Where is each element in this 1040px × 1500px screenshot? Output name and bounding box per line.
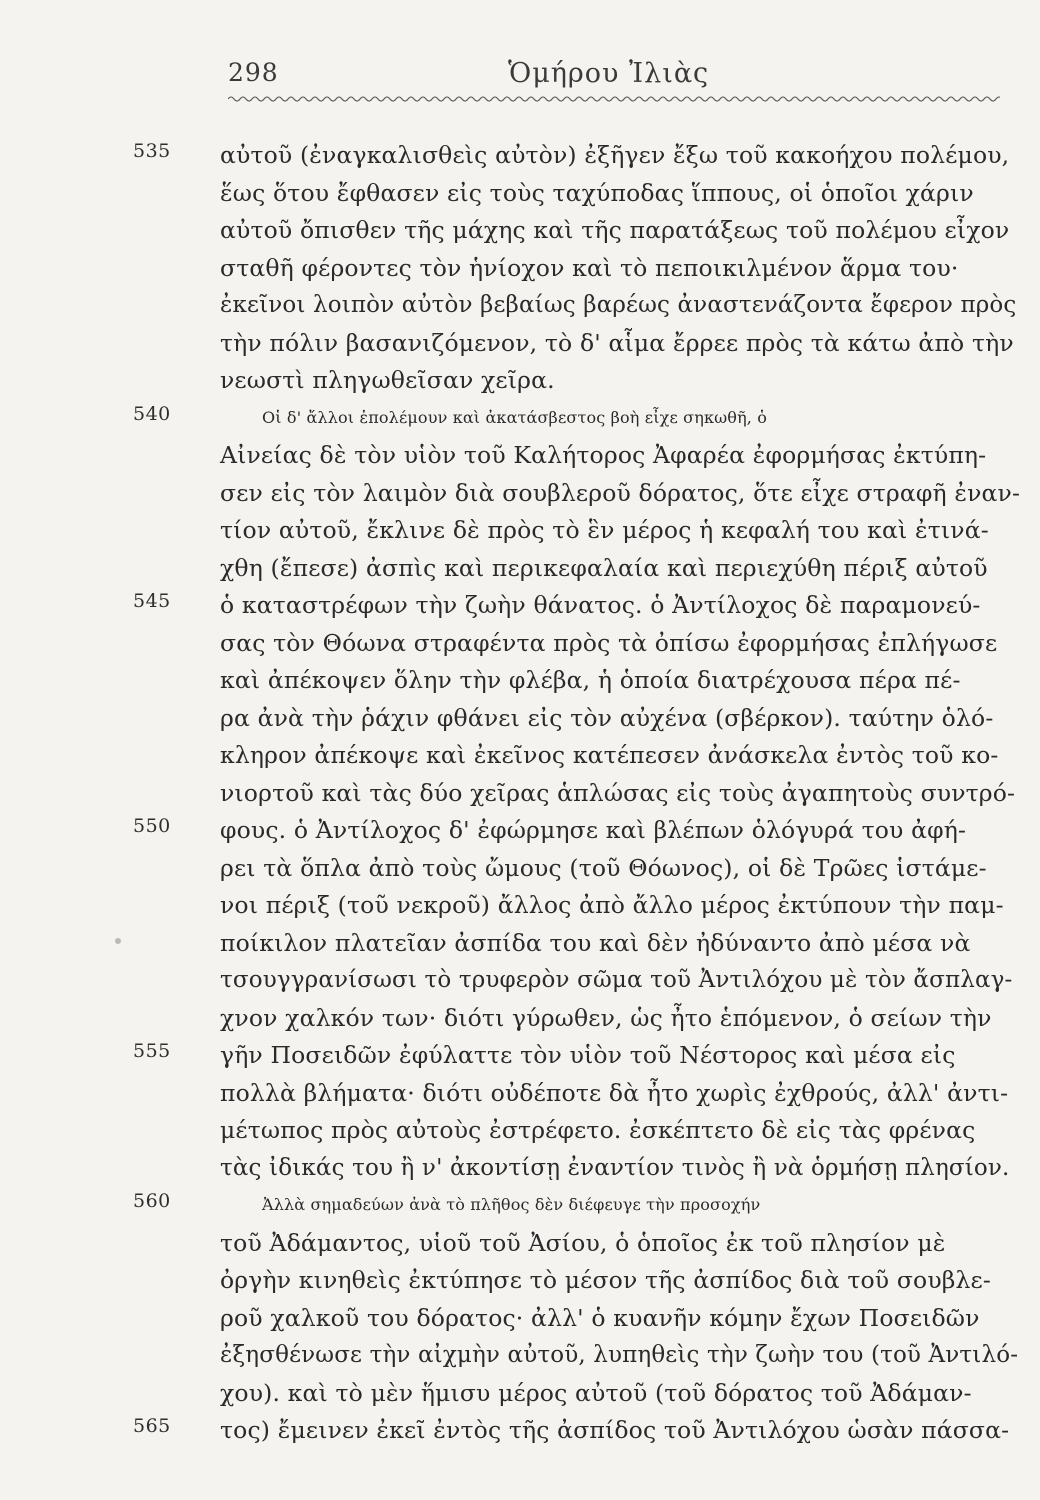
line-text: τσουγγρανίσωσι τὸ τρυφερὸν σῶμα τοῦ Ἀντιλόχου μὲ τὸν ἄσπλαγ-: [220, 967, 1013, 993]
text-line: [0, 1113, 1040, 1151]
text-line: [0, 476, 1040, 514]
text-line: [0, 326, 1040, 364]
text-line: [0, 813, 1040, 851]
line-text: νιορτοῦ καὶ τὰς δύο χεῖρας ἁπλώσας εἰς τοὺς ἀγαπητοὺς συντρό-: [220, 778, 1016, 807]
text-line: [0, 251, 1040, 289]
text-line: [0, 513, 1040, 551]
line-text: ὀργὴν κινηθεὶς ἐκτύπησε τὸ μέσον τῆς ἀσπίδος διὰ τοῦ σουβλε-: [220, 1266, 991, 1294]
ink-speck: [115, 938, 121, 944]
line-text: αὐτοῦ ὄπισθεν τῆς μάχης καὶ τῆς παρατάξεως τοῦ πολέμου εἶχον: [220, 216, 1010, 244]
line-text: Οἱ δ' ἄλλοι ἐπολέμουν καὶ ἀκατάσβεστος βοὴ εἶχε σηκωθῆ, ὁ: [262, 407, 768, 427]
line-text: Αἰνείας δὲ τὸν υἱὸν τοῦ Καλήτορος Ἀφαρέα ἐφορμήσας ἐκτύπη-: [220, 441, 987, 469]
page-header: [228, 58, 998, 98]
text-line: [0, 288, 1040, 326]
text-line: [0, 888, 1040, 926]
text-line: [0, 213, 1040, 251]
text-line: [0, 1226, 1040, 1264]
text-line: [0, 1001, 1040, 1039]
text-line: [0, 438, 1040, 476]
line-text: τὰς ἰδικάς του ἢ ν' ἀκοντίσῃ ἐναντίον τινὸς ἢ νὰ ὁρμήσῃ πλησίον.: [220, 1154, 1010, 1181]
text-line: [0, 738, 1040, 776]
line-text: σταθῆ φέροντες τὸν ἡνίοχον καὶ τὸ πεποικιλμένον ἅρμα του·: [220, 253, 959, 282]
line-text: σας τὸν Θόωνα στραφέντα πρὸς τὰ ὀπίσω ἐφορμήσας ἐπλήγωσε: [220, 628, 998, 657]
verse-line-number: 555: [133, 1040, 171, 1062]
line-text: τος) ἔμεινεν ἐκεῖ ἐντὸς τῆς ἀσπίδος τοῦ Ἀντιλόχου ὡσὰν πάσσα-: [220, 1416, 1010, 1444]
line-text: χου). καὶ τὸ μὲν ἥμισυ μέρος αὐτοῦ (τοῦ δόρατος τοῦ Ἀδάμαν-: [220, 1378, 972, 1407]
line-text: τίον αὐτοῦ, ἔκλινε δὲ πρὸς τὸ ἓν μέρος ἡ κεφαλή του καὶ ἐτινά-: [220, 516, 989, 544]
line-text: καὶ ἀπέκοψεν ὅλην τὴν φλέβα, ἡ ὁποία διατρέχουσα πέρα πέ-: [220, 666, 961, 694]
verse-line-number: 560: [133, 1190, 171, 1212]
text-line: [0, 663, 1040, 701]
text-line: [0, 1301, 1040, 1339]
text-line: [0, 701, 1040, 739]
wavy-rule-divider: [228, 94, 1000, 104]
line-text: ἐκεῖνοι λοιπὸν αὐτὸν βεβαίως βαρέως ἀναστενάζοντα ἔφερον πρὸς: [220, 292, 1017, 318]
text-line: [0, 1263, 1040, 1301]
line-text: νοι πέριξ (τοῦ νεκροῦ) ἄλλος ἀπὸ ἄλλο μέρος ἐκτύπουν τὴν παμ-: [220, 891, 1004, 919]
verse-line-number: 565: [133, 1415, 171, 1437]
line-text: ρα ἀνὰ τὴν ῥάχιν φθάνει εἰς τὸν αὐχένα (σβέρκον). ταύτην ὁλό-: [220, 703, 994, 732]
text-line: [0, 626, 1040, 664]
text-line: [0, 1038, 1040, 1076]
line-text: χνον χαλκόν των· διότι γύρωθεν, ὡς ἦτο ἑπόμενον, ὁ σείων τὴν: [220, 1003, 992, 1032]
line-text: χθη (ἔπεσε) ἀσπὶς καὶ περικεφαλαία καὶ περιεχύθη πέριξ αὐτοῦ: [220, 553, 988, 582]
line-text: ρει τὰ ὅπλα ἀπὸ τοὺς ὤμους (τοῦ Θόωνος), οἱ δὲ Τρῶες ἱστάμε-: [220, 853, 987, 882]
line-text: τοῦ Ἀδάμαντος, υἱοῦ τοῦ Ἀσίου, ὁ ὁποῖος ἐκ τοῦ πλησίον μὲ: [220, 1228, 946, 1257]
text-line: [0, 1076, 1040, 1114]
verse-line-number: 540: [133, 402, 171, 425]
line-text: κληρον ἀπέκοψε καὶ ἐκεῖνος κατέπεσεν ἀνάσκελα ἐντὸς τοῦ κο-: [220, 741, 999, 769]
verse-line-number: 545: [133, 590, 171, 612]
line-text: φους. ὁ Ἀντίλοχος δ' ἐφώρμησε καὶ βλέπων ὁλόγυρά του ἀφή-: [220, 816, 967, 844]
line-text: ἕως ὅτου ἔφθασεν εἰς τοὺς ταχύποδας ἵππους, οἱ ὁποῖοι χάριν: [220, 178, 974, 207]
text-line: [0, 401, 1040, 439]
text-line: [0, 138, 1040, 176]
text-line: [0, 363, 1040, 401]
text-line: [0, 1151, 1040, 1189]
text-line: [0, 1413, 1040, 1451]
line-text: ὁ καταστρέφων τὴν ζωὴν θάνατος. ὁ Ἀντίλοχος δὲ παραμονεύ-: [220, 591, 981, 619]
text-line: [0, 851, 1040, 889]
line-text: ποίκιλον πλατεῖαν ἀσπίδα του καὶ δὲν ἠδύναντο ἀπὸ μέσα νὰ: [220, 928, 971, 957]
verse-line-number: 535: [133, 140, 171, 162]
running-title: Ὁμήρου Ἰλιὰς: [508, 58, 710, 89]
text-line: [0, 926, 1040, 964]
page-number: 298: [228, 58, 279, 87]
text-line: [0, 1188, 1040, 1226]
text-line: [0, 1376, 1040, 1414]
line-text: νεωστὶ πληγωθεῖσαν χεῖρα.: [220, 366, 555, 394]
line-text: σεν εἰς τὸν λαιμὸν διὰ σουβλεροῦ δόρατος, ὅτε εἶχε στραφῆ ἐναν-: [220, 478, 1021, 507]
text-line: [0, 1338, 1040, 1376]
text-line: [0, 963, 1040, 1001]
verse-line-number: 550: [133, 815, 171, 837]
line-text: Ἀλλὰ σημαδεύων ἀνὰ τὸ πλῆθος δὲν διέφευγε τὴν προσοχήν: [262, 1195, 761, 1214]
text-line: [0, 776, 1040, 814]
line-text: τὴν πόλιν βασανιζόμενον, τὸ δ' αἷμα ἔρρεε πρὸς τὰ κάτω ἀπὸ τὴν: [220, 328, 1014, 357]
line-text: αὐτοῦ (ἐναγκαλισθεὶς αὐτὸν) ἐξῆγεν ἔξω τοῦ κακοήχου πολέμου,: [220, 141, 1010, 169]
text-line: [0, 551, 1040, 589]
line-text: ἐξησθένωσε τὴν αἰχμὴν αὐτοῦ, λυπηθεὶς τὴν ζωὴν του (τοῦ Ἀντιλό-: [220, 1342, 1019, 1368]
line-text: μέτωπος πρὸς αὐτοὺς ἐστρέφετο. ἐσκέπτετο δὲ εἰς τὰς φρένας: [220, 1116, 976, 1144]
text-line: [0, 176, 1040, 214]
text-line: [0, 588, 1040, 626]
line-text: ροῦ χαλκοῦ του δόρατος· ἀλλ' ὁ κυανῆν κόμην ἔχων Ποσειδῶν: [220, 1303, 980, 1332]
line-text: πολλὰ βλήματα· διότι οὐδέποτε δὰ ἦτο χωρὶς ἐχθρούς, ἀλλ' ἀντι-: [220, 1078, 1009, 1107]
line-text: γῆν Ποσειδῶν ἐφύλαττε τὸν υἱὸν τοῦ Νέστορος καὶ μέσα εἰς: [220, 1041, 956, 1069]
